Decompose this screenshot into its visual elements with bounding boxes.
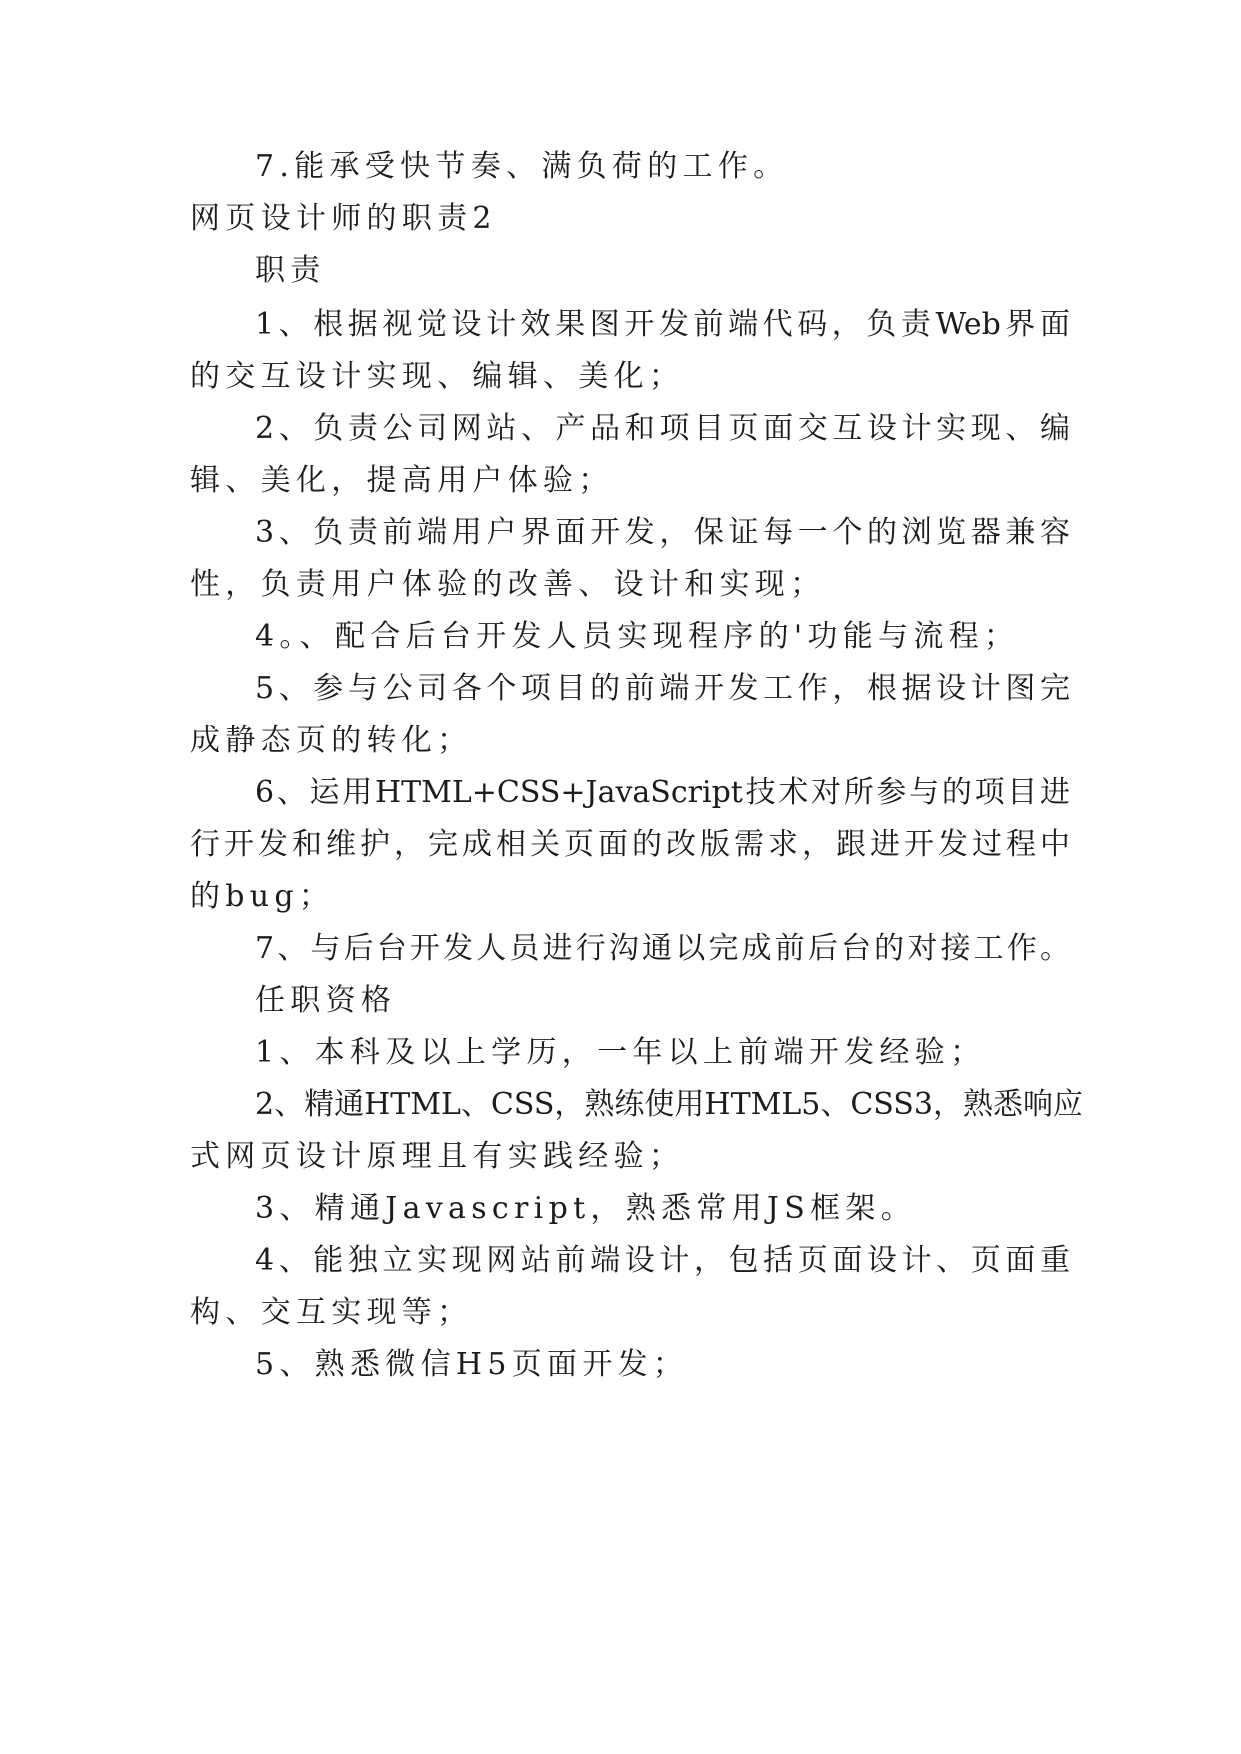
subsection-heading: 任职资格: [255, 983, 397, 1018]
text-line: 3、精通Javascript，熟悉常用JS框架。: [255, 1191, 917, 1226]
text-line: 辑、美化，提高用户体验；: [190, 463, 614, 498]
text-line: 3、负责前端用户界面开发，保证每一个的浏览器兼容: [255, 515, 1070, 550]
section-heading: 网页设计师的职责2: [190, 201, 497, 236]
text-line: 构、交互实现等；: [190, 1295, 473, 1330]
text-line: 4。、配合后台开发人员实现程序的'功能与流程；: [255, 619, 1020, 654]
text-line: 5、参与公司各个项目的前端开发工作，根据设计图完: [255, 671, 1070, 706]
text-line: 行开发和维护，完成相关页面的改版需求，跟进开发过程中: [190, 827, 1070, 862]
text-line: 性，负责用户体验的改善、设计和实现；: [190, 567, 826, 602]
text-line: 7、与后台开发人员进行沟通以完成前后台的对接工作。: [255, 931, 1070, 966]
text-line: 2、负责公司网站、产品和项目页面交互设计实现、编: [255, 411, 1070, 446]
subsection-heading: 职责: [255, 253, 326, 288]
text-line: 成静态页的转化；: [190, 723, 473, 758]
text-line: 7.能承受快节奏、满负荷的工作。: [255, 149, 789, 184]
text-line: 4、能独立实现网站前端设计，包括页面设计、页面重: [255, 1243, 1070, 1278]
text-line: 的bug；: [190, 879, 335, 914]
text-line: 1、根据视觉设计效果图开发前端代码，负责Web界面: [255, 307, 1070, 342]
text-line: 5、熟悉微信H5页面开发；: [255, 1347, 689, 1382]
text-line: 1、本科及以上学历，一年以上前端开发经验；: [255, 1035, 986, 1070]
text-line: 的交互设计实现、编辑、美化；: [190, 359, 685, 394]
text-line: 6、运用HTML+CSS+JavaScript技术对所参与的项目进: [255, 775, 1070, 810]
text-line: 式网页设计原理且有实践经验；: [190, 1139, 685, 1174]
text-line: 2、精通HTML、CSS，熟练使用HTML5、CSS3，熟悉响应: [255, 1087, 1083, 1122]
